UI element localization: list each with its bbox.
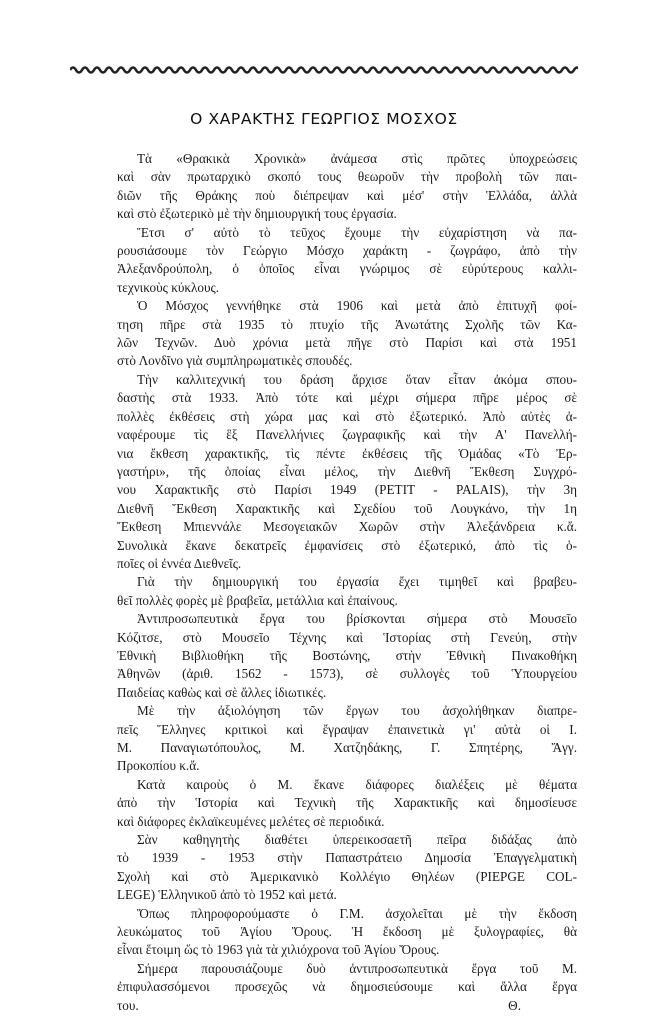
- text-line: Ἔτσι σ' αὐτὸ τὸ τεῦχος ἔχουμε τὴν εὐχαρίστηση νὰ πα-: [137, 224, 577, 240]
- text-line: ρουσιάσουμε τὸν Γεώργιο Μόσχο χαράκτη - ζωγράφο, ἀπὸ τὴν: [117, 243, 577, 259]
- text-line: καὶ στὸ ἐξωτερικὸ μὲ τὴν δημιουργική τους ἐργασία.: [117, 206, 397, 222]
- text-line: Κόζιτσε, στὸ Μουσεῖο Τέχνης καὶ Ἱστορίας στὴ Γενεύη, στὴν: [117, 629, 577, 645]
- text-line: Προκοπίου κ.ἄ.: [117, 758, 200, 774]
- text-line: πολλὲς ἐκθέσεις στὴ χώρα μας καὶ στὸ ἐξωτερικό. Ἀπὸ αὐτὲς ἀ-: [117, 408, 577, 424]
- text-line: δαστὴς στὰ 1933. Ἀπὸ τότε καὶ μέχρι σήμερα πῆρε μέρος σὲ: [117, 390, 577, 406]
- text-line: νια ἔκθεση χαρακτικῆς, τὶς πέντε ἐκθέσεις τῆς Ὁμάδας «Τὸ Ἐρ-: [117, 445, 577, 461]
- paragraph: [117, 702, 577, 776]
- paragraph: [117, 371, 577, 573]
- wavy-rule-ornament: [70, 64, 578, 76]
- text-line: Γιὰ τὴν δημιουργική του ἐργασία ἔχει τιμηθεῖ καὶ βραβευ-: [137, 574, 577, 590]
- paragraph: [117, 905, 577, 960]
- paragraph: [117, 573, 577, 610]
- text-line: λῶν Τεχνῶν. Δυὸ χρόνια μετὰ πῆγε στὸ Παρίσι καὶ στὰ 1951: [117, 335, 577, 351]
- paragraph: [117, 831, 577, 905]
- text-line: Διεθνῆ Ἔκθεση Χαρακτικῆς καὶ Σχεδίου τοῦ Λουγκάνο, τὴν 1η: [117, 500, 577, 516]
- text-line: τεχνικοὺς κύκλους.: [117, 279, 220, 295]
- text-line: γαστήρι», τῆς ὁποίας εἶναι μέλος, τὴν Διεθνῆ Ἔκθεση Συγχρό-: [117, 463, 577, 479]
- text-line: Μὲ τὴν ἀξιολόγηση τῶν ἔργων του ἀσχολήθηκαν διαπρε-: [137, 703, 577, 719]
- text-line: Ἐθνικὴ Βιβλιοθήκη τῆς Βοστώνης, στὴν Ἐθνικὴ Πινακοθήκη: [117, 647, 577, 663]
- text-line: Ὁ Μόσχος γεννήθηκε στὰ 1906 καὶ μετὰ ἀπὸ ἐπιτυχῆ φοί-: [137, 298, 577, 314]
- paragraph: [117, 776, 577, 831]
- text-line: Συνολικὰ ἔκανε δεκατρεῖς ἐμφανίσεις στὸ ἐξωτερικό, ἀπὸ τὶς ὁ-: [117, 537, 577, 553]
- text-line: ναφέρουμε τὶς ἓξ Πανελλήνιες ζωγραφικῆς καὶ τὴν Α' Πανελλή-: [117, 427, 577, 443]
- text-line: Ἀλεξανδρούπολη, ὁ ὁποῖος εἶναι γνώριμος σὲ εὐρύτερους καλλι-: [117, 261, 577, 277]
- text-line: Σήμερα παρουσιάζουμε δυὸ ἀντιπροσωπευτικὰ ἔργα τοῦ Μ.: [137, 960, 577, 976]
- text-line: Τὰ «Θρακικὰ Χρονικὰ» ἀνάμεσα στὶς πρῶτες ὑποχρεώσεις: [137, 151, 577, 166]
- text-line: εἶναι ἕτοιμη ὥς τὸ 1963 γιὰ τὰ χιλιόχρονα τοῦ Ἁγίου Ὄρους.: [117, 942, 440, 958]
- text-line: Σὰν καθηγητὴς διαθέτει ὑπερεικοσαετῆ πεῖρα διδάξας ἀπὸ: [137, 832, 577, 848]
- text-line: ἀπὸ τὴν Ἱστορία καὶ Τεχνικὴ τῆς Χαρακτικῆς καὶ δημοσίευσε: [117, 795, 577, 811]
- paragraph: [117, 960, 577, 1015]
- text-line: καὶ σὰν πρωταρχικὸ σκοπό τους θεωροῦν τὴν προβολὴ τῶν παι-: [117, 169, 577, 185]
- text-line: λευκώματος τοῦ Ἁγίου Ὄρους. Ἡ ἔκδοση μὲ ξυλογραφίες, θὰ: [117, 924, 577, 940]
- paragraph: [117, 224, 577, 298]
- text-line: Ἔκθεση Μπιεννάλε Μεσογειακῶν Χωρῶν στὴν Ἀλεξάνδρεια κ.ἄ.: [117, 519, 577, 535]
- text-line: Ἀντιπροσωπευτικὰ ἔργα του βρίσκονται σήμερα στὸ Μουσεῖο: [137, 611, 577, 627]
- article-title: Ο ΧΑΡΑΚΤΗΣ ΓΕΩΡΓΙΟΣ ΜΟΣΧΟΣ: [190, 110, 458, 128]
- author-signature: Θ.: [508, 997, 521, 1013]
- text-line: ποῖες οἱ ἐννέα Διεθνεῖς.: [117, 555, 242, 571]
- text-line: Ὅπως πληροφορούμαστε ὁ Γ.Μ. ἀσχολεῖται μὲ τὴν ἔκδοση: [137, 905, 577, 921]
- paragraph: [117, 297, 577, 371]
- text-line: νου Χαρακτικῆς στὸ Παρίσι 1949 (PETIT - PALAIS), τὴν 3η: [117, 482, 577, 498]
- text-line: καὶ διάφορες ἐκλαϊκευμένες μελέτες σὲ περιοδικά.: [117, 813, 385, 829]
- closing-line: [117, 997, 577, 1015]
- article-body: [117, 150, 577, 1015]
- paragraph: [117, 150, 577, 224]
- text-line: ἐπιφυλασσόμενοι προσεχῶς νὰ δημοσιεύσουμε καὶ ἄλλα ἔργα: [117, 979, 577, 995]
- text-line: Ἀθηνῶν (ἀριθ. 1562 - 1573), σὲ συλλογὲς τοῦ Ὑπουργείου: [117, 666, 577, 682]
- text-line: Μ. Παναγιωτόπουλος, Μ. Χατζηδάκης, Γ. Σπητέρης, Ἄγγ.: [117, 740, 577, 755]
- text-line: LEGE) Ἑλληνικοῦ ἀπὸ τὸ 1952 καὶ μετά.: [117, 887, 337, 903]
- text-line: Παιδείας καθὼς καὶ σὲ ἄλλες ἰδιωτικές.: [117, 684, 327, 700]
- closing-text: του.: [117, 997, 139, 1013]
- text-line: θεῖ πολλὲς φορὲς μὲ βραβεῖα, μετάλλια καὶ ἐπαίνους.: [117, 592, 398, 608]
- text-line: τηση πῆρε στὰ 1935 τὸ πτυχίο τῆς Ἀνωτάτης Σχολῆς τῶν Κα-: [117, 316, 577, 332]
- text-line: διῶν τῆς Θράκης ποὺ διέπρεψαν καὶ μέσ' στὴν Ἑλλάδα, ἀλλὰ: [117, 187, 577, 203]
- paragraph: [117, 610, 577, 702]
- text-line: πεῖς Ἕλληνες κριτικοὶ καὶ ἔγραψαν ἐπαινετικὰ γι' αὐτὰ οἱ Ι.: [117, 721, 577, 737]
- text-line: στὸ Λονδῖνο γιὰ συμπληρωματικὲς σπουδές.: [117, 353, 353, 369]
- text-line: Κατὰ καιροὺς ὁ Μ. ἔκανε διάφορες διαλέξεις μὲ θέματα: [137, 776, 577, 792]
- text-line: Σχολὴ καὶ στὸ Ἀμερικανικὸ Κολλέγιο Θηλέων (PIEPGE COL-: [117, 868, 577, 884]
- text-line: Τὴν καλλιτεχνική του δράση ἄρχισε ὅταν εἶταν ἀκόμα σπου-: [137, 371, 577, 387]
- text-line: τὸ 1939 - 1953 στὴν Παπαστράτειο Δημοσία Ἐπαγγελματικὴ: [117, 850, 577, 866]
